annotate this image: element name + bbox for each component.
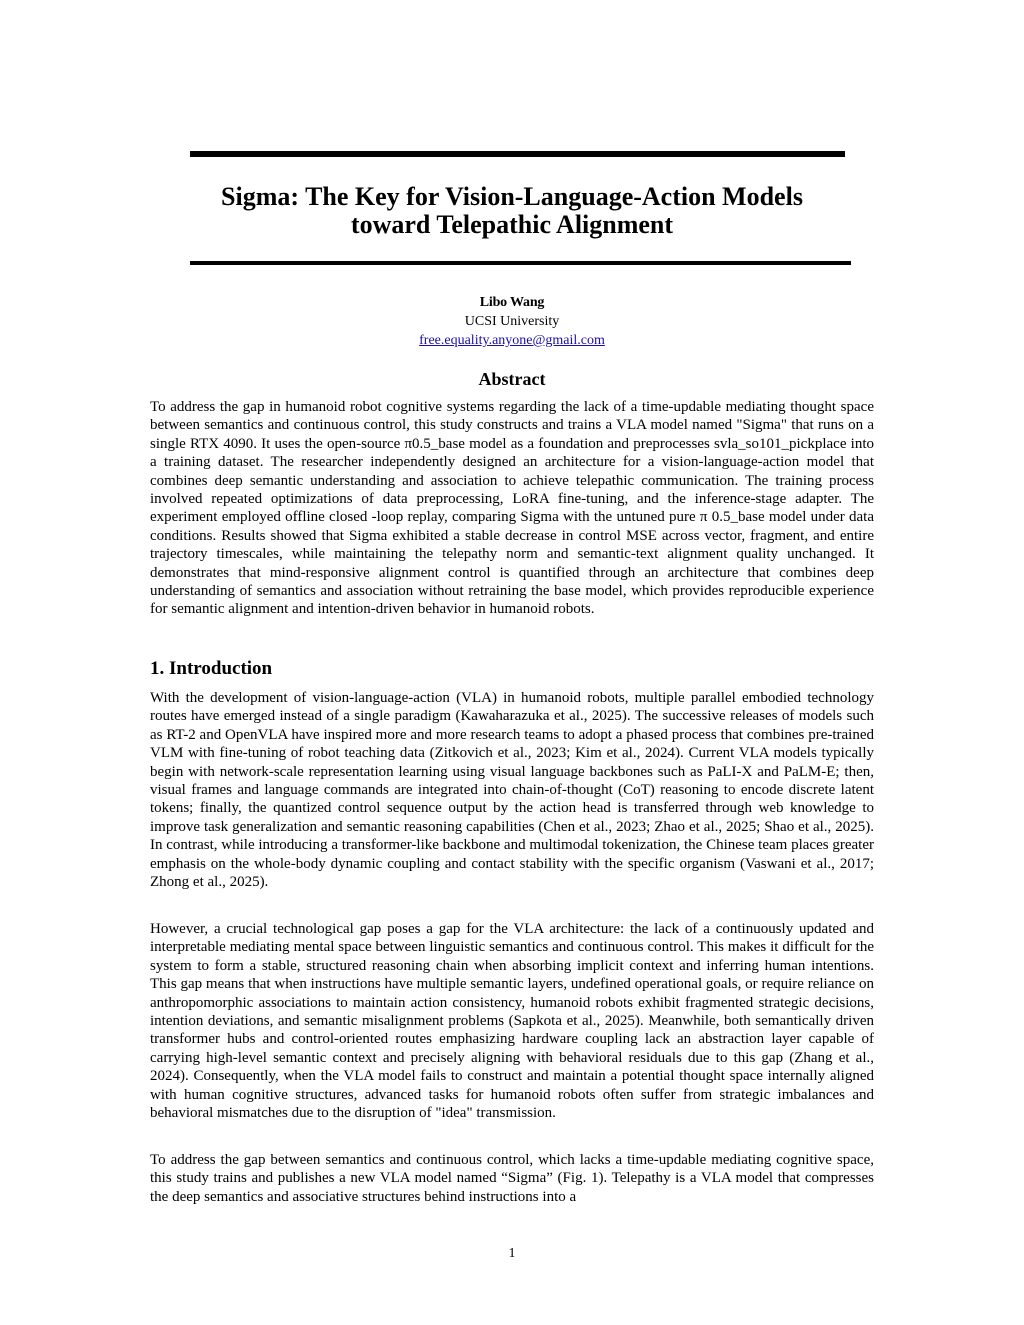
introduction-paragraph-3: To address the gap between semantics and continuous control, which lacks a time-updable mediating cognitive space, this study trains and publishes a new VLA model named “Sigma” (Fig. 1). Telepathy is a VLA model that compresses the deep semantics and associative structures behind instructions into a [150,1152,874,1205]
abstract-text: To address the gap in humanoid robot cognitive systems regarding the lack of a time-updable mediating thought space between semantics and continuous control, this study constructs and trains a VLA model named "Sigma" that runs on a single RTX 4090. It uses the open-source π0.5_base model as a foundation and preprocesses svla_so101_pickplace into a training dataset. The researcher independently designed an architecture for a vision-language-action model that combines deep semantic understanding and association to achieve telepathic communication. The training process involved repeated optimizations of data preprocessing, LoRA fine-tuning, and the inference-stage adapter. The experiment employed offline closed -loop replay, comparing Sigma with the untuned pure π 0.5_base model under data conditions. Results showed that Sigma exhibited a stable decrease in control MSE across vector, fragment, and entire trajectory timescales, while maintaining the telepathy norm and semantic-text alignment quality unchanged. It demonstrates that mind-responsive alignment control is quantified through an architecture that combines deep understanding of semantics and association without retraining the base model, which provides reproducible experience for semantic alignment and intention-driven behavior in humanoid robots. [150,399,874,618]
author-email-link[interactable]: free.equality.anyone@gmail.com [419,333,605,348]
introduction-paragraph-1: With the development of vision-language-action (VLA) in humanoid robots, multiple parallel embodied technology routes have emerged instead of a single paradigm (Kawaharazuka et al., 2025). The successive releases of models such as RT-2 and OpenVLA have inspired more and more research teams to adopt a phased process that combines pre-trained VLM with fine-tuning of robot teaching data (Zitkovich et al., 2023; Kim et al., 2024). Current VLA models typically begin with network-scale representation learning using visual language backbones such as PaLI-X and PaLM-E; then, visual frames and language commands are integrated into chain-of-thought (CoT) reasoning to encode discrete latent tokens; finally, the quantized control sequence output by the action head is transferred through web knowledge to improve task generalization and semantic reasoning capabilities (Chen et al., 2023; Zhao et al., 2025; Shao et al., 2025). In contrast, while introducing a transformer-like backbone and multimodal tokenization, the Chinese team places greater emphasis on the whole-body dynamic coupling and contact stability with the specific organism (Vaswani et al., 2017; Zhong et al., 2025). [150,690,874,891]
abstract-heading: Abstract [478,369,546,389]
page-number: 1 [508,1246,516,1261]
paper-title [150,183,874,239]
introduction-heading: 1. Introduction [150,658,273,679]
author-name: Libo Wang [479,295,545,310]
author-affiliation: UCSI University [464,314,560,329]
introduction-paragraph-2: However, a crucial technological gap poses a gap for the VLA architecture: the lack of a continuously updated and interpretable mediating mental space between linguistic semantics and continuous control. This makes it difficult for the system to form a stable, structured reasoning chain when absorbing implicit context and inferring human intentions. This gap means that when instructions have multiple semantic layers, undefined operational goals, or require reliance on anthropomorphic associations to maintain action consistency, humanoid robots exhibit fragmented strategic decisions, intention deviations, and semantic misalignment problems (Sapkota et al., 2025). Meanwhile, both semantically driven transformer hubs and control-oriented routes emphasizing hardware coupling lack an abstraction layer capable of carrying high-level semantic context and precisely aligning with behavioral residuals due to this gap (Zhang et al., 2024). Consequently, when the VLA model fails to construct and maintain a potential thought space internally aligned with human cognitive structures, advanced tasks for humanoid robots often suffer from strategic imbalances and behavioral mismatches due to the disruption of "idea" transmission. [150,921,874,1122]
author-block [150,293,874,350]
title-top-rule [190,151,845,157]
paper-title-line-2: toward Telepathic Alignment [350,210,674,239]
title-bottom-rule [190,261,851,265]
paper-title-line-1: Sigma: The Key for Vision-Language-Action Models [221,182,803,211]
